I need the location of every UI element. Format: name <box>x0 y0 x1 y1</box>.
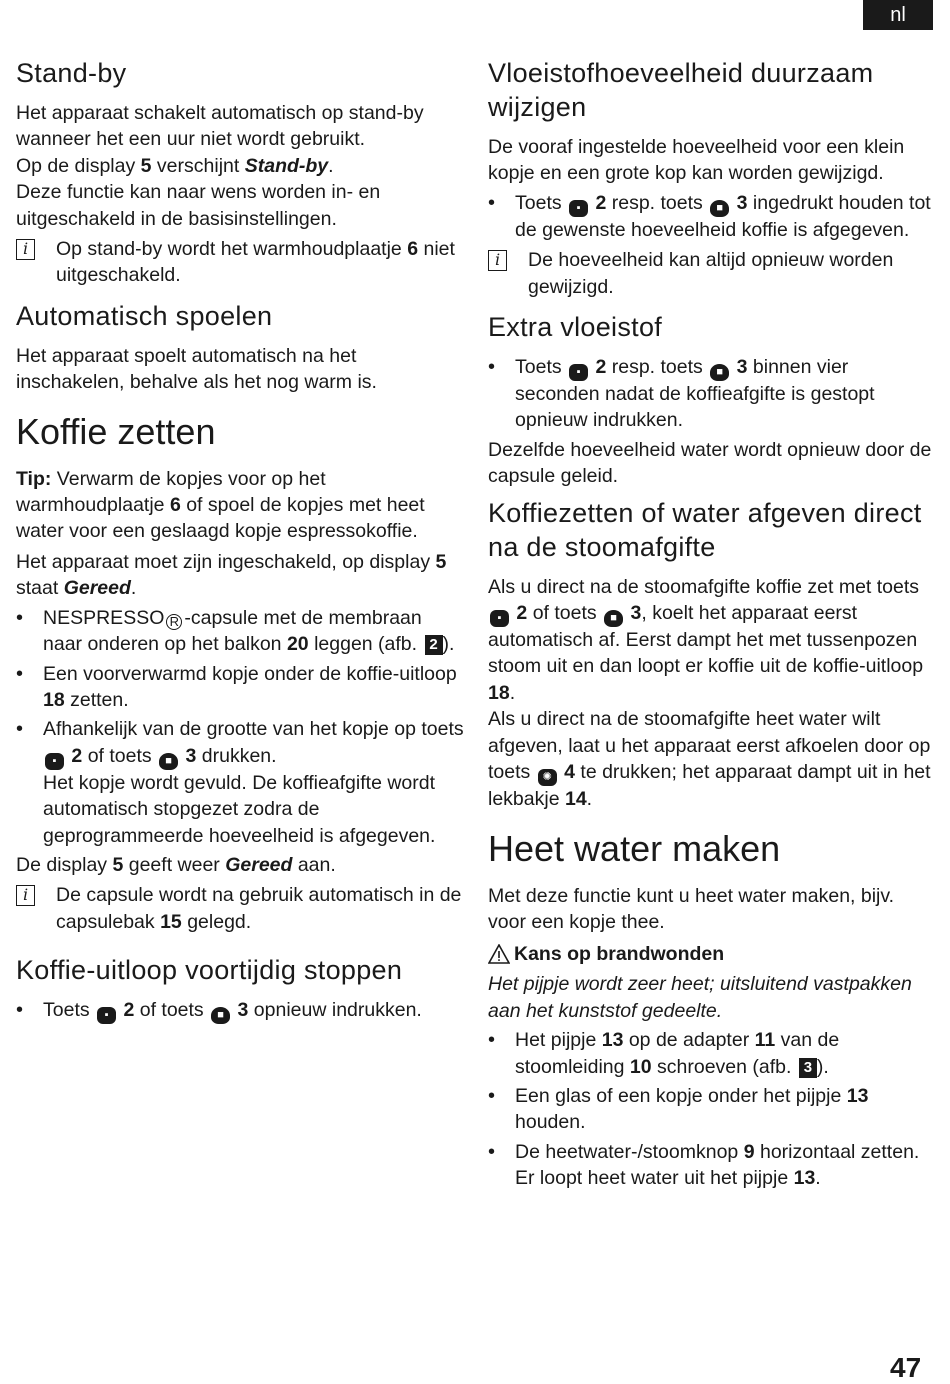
list-item: • De heetwater-/stoomknop 9 horizontaal zetten. Er loopt heet water uit het pijpje 13. <box>488 1139 934 1192</box>
info-icon: i <box>488 250 507 271</box>
ready-paragraph: Het apparaat moet zijn ingeschakeld, op display 5 staat Gereed. <box>16 550 447 600</box>
small-cup-button-icon: ▪ <box>45 753 64 770</box>
standby-settings-paragraph: Deze functie kan naar wens worden in- en uitgeschakeld in de basisinstellingen. <box>16 181 381 230</box>
info-note: i De capsule wordt na gebruik automatisch in de capsulebak 15 gelegd. <box>16 882 466 935</box>
large-cup-button-icon: ■ <box>710 200 729 217</box>
list-item: • Een voorverwarmd kopje onder de koffie-uitloop 18 zetten. <box>16 661 466 714</box>
small-cup-button-icon: ▪ <box>569 200 588 217</box>
figure-ref-badge: 2 <box>425 635 443 655</box>
info-note: i Op stand-by wordt het warmhoudplaatje 6 niet uitgeschakeld. <box>16 236 466 289</box>
volume-heading: Vloeistofhoeveelheid duurzaam wijzigen <box>488 58 874 122</box>
bullet-icon: • <box>16 662 24 685</box>
large-cup-button-icon: ■ <box>211 1007 230 1024</box>
warning-text: Het pijpje wordt zeer heet; uitsluitend vastpakken aan het kunststof gedeelte. <box>488 973 912 1022</box>
registered-icon: R <box>166 614 182 630</box>
list-item: • Afhankelijk van de grootte van het kopje op toets ▪ 2 of toets ■ 3 drukken. Het kopje wordt gevuld. De koffieafgifte wordt automatisch stopgezet zodra de geprogrammeerde hoeveelheid is afgegeven. <box>16 716 466 849</box>
large-cup-button-icon: ■ <box>604 610 623 627</box>
warning-icon <box>488 944 510 964</box>
extra-liquid-heading: Extra vloeistof <box>488 312 663 343</box>
list-item: • Een glas of een kopje onder het pijpje 13 houden. <box>488 1083 934 1136</box>
info-icon: i <box>16 885 35 906</box>
language-tab: nl <box>863 0 933 30</box>
auto-rinse-heading: Automatisch spoelen <box>16 300 273 331</box>
info-note: i De hoeveelheid kan altijd opnieuw worden gewijzigd. <box>488 247 934 300</box>
extra-liquid-paragraph: Dezelfde hoeveelheid water wordt opnieuw door de capsule geleid. <box>488 438 932 488</box>
bullet-icon: • <box>488 191 496 214</box>
figure-ref-badge: 3 <box>799 1058 817 1078</box>
bullet-icon: • <box>16 606 24 629</box>
bullet-icon: • <box>16 999 24 1022</box>
large-cup-button-icon: ■ <box>159 753 178 770</box>
tip-paragraph: Tip: Verwarm de kopjes voor op het warmhoudplaatje 6 of spoel de kopjes met heet water voor een geslaagd kopje espressokoffie. <box>16 467 425 543</box>
volume-paragraph: De vooraf ingestelde hoeveelheid voor een klein kopje en een grote kop kan worden gewijzigd. <box>488 136 905 185</box>
auto-rinse-paragraph: Het apparaat spoelt automatisch na het inschakelen, behalve als het nog warm is. <box>16 344 377 394</box>
standby-paragraph: Het apparaat schakelt automatisch op stand-by wanneer het een uur niet wordt gebruikt. <box>16 102 424 151</box>
list-item: • NESPRESSO R -capsule met de membraan naar onderen op het balkon 20 leggen (afb. 2 ). <box>16 605 466 658</box>
left-column <box>16 56 466 1027</box>
stop-outlet-heading: Koffie-uitloop voortijdig stoppen <box>16 955 403 986</box>
standby-display-paragraph: Op de display 5 verschijnt Stand-by. <box>16 154 334 177</box>
make-coffee-heading: Koffie zetten <box>16 410 216 452</box>
after-steam-coffee-paragraph: Als u direct na de stoomafgifte koffie zet met toets ▪ 2 of toets ■ 3, koelt het apparaat eerst automatisch af. Eerst dampt het met tussenpozen stoom uit en dan loopt er koffie uit de koffie-uitloop 18. <box>488 575 924 704</box>
bullet-icon: • <box>488 1140 496 1163</box>
hot-water-paragraph: Met deze functie kunt u heet water maken, bijv. voor een kopje thee. <box>488 884 895 933</box>
small-cup-button-icon: ▪ <box>569 364 588 381</box>
bullet-icon: • <box>488 356 496 379</box>
small-cup-button-icon: ▪ <box>490 610 509 627</box>
info-icon: i <box>16 239 35 260</box>
list-item: • Toets ▪ 2 of toets ■ 3 opnieuw indrukken. <box>16 997 466 1024</box>
list-item: • Toets ▪ 2 resp. toets ■ 3 ingedrukt houden tot de gewenste hoeveelheid koffie is afgegeven. <box>488 190 934 243</box>
warning-title: Kans op brandwonden <box>488 941 934 967</box>
bullet-icon: • <box>488 1084 496 1107</box>
large-cup-button-icon: ■ <box>710 364 729 381</box>
after-steam-heading: Koffiezetten of water afgeven direct na de stoomafgifte <box>488 497 922 562</box>
bullet-icon: • <box>16 718 24 741</box>
list-item: • Het pijpje 13 op de adapter 11 van de stoomleiding 10 schroeven (afb. 3 ). <box>488 1027 934 1080</box>
standby-heading: Stand-by <box>16 58 127 88</box>
right-column <box>488 56 934 1195</box>
after-steam-water-paragraph: Als u direct na de stoomafgifte heet water wilt afgeven, laat u het apparaat eerst afkoelen door op toets ✺ 4 te drukken; het apparaat dampt uit in het lekbakje 14. <box>488 708 931 811</box>
bullet-icon: • <box>488 1029 496 1052</box>
display-ready-paragraph: De display 5 geeft weer Gereed aan. <box>16 853 336 876</box>
small-cup-button-icon: ▪ <box>97 1007 116 1024</box>
page-number: 47 <box>890 1352 922 1383</box>
list-item: • Toets ▪ 2 resp. toets ■ 3 binnen vier seconden nadat de koffieafgifte is gestopt opnieuw indrukken. <box>488 354 934 434</box>
steam-button-icon: ✺ <box>538 769 557 786</box>
hot-water-heading: Heet water maken <box>488 827 781 869</box>
